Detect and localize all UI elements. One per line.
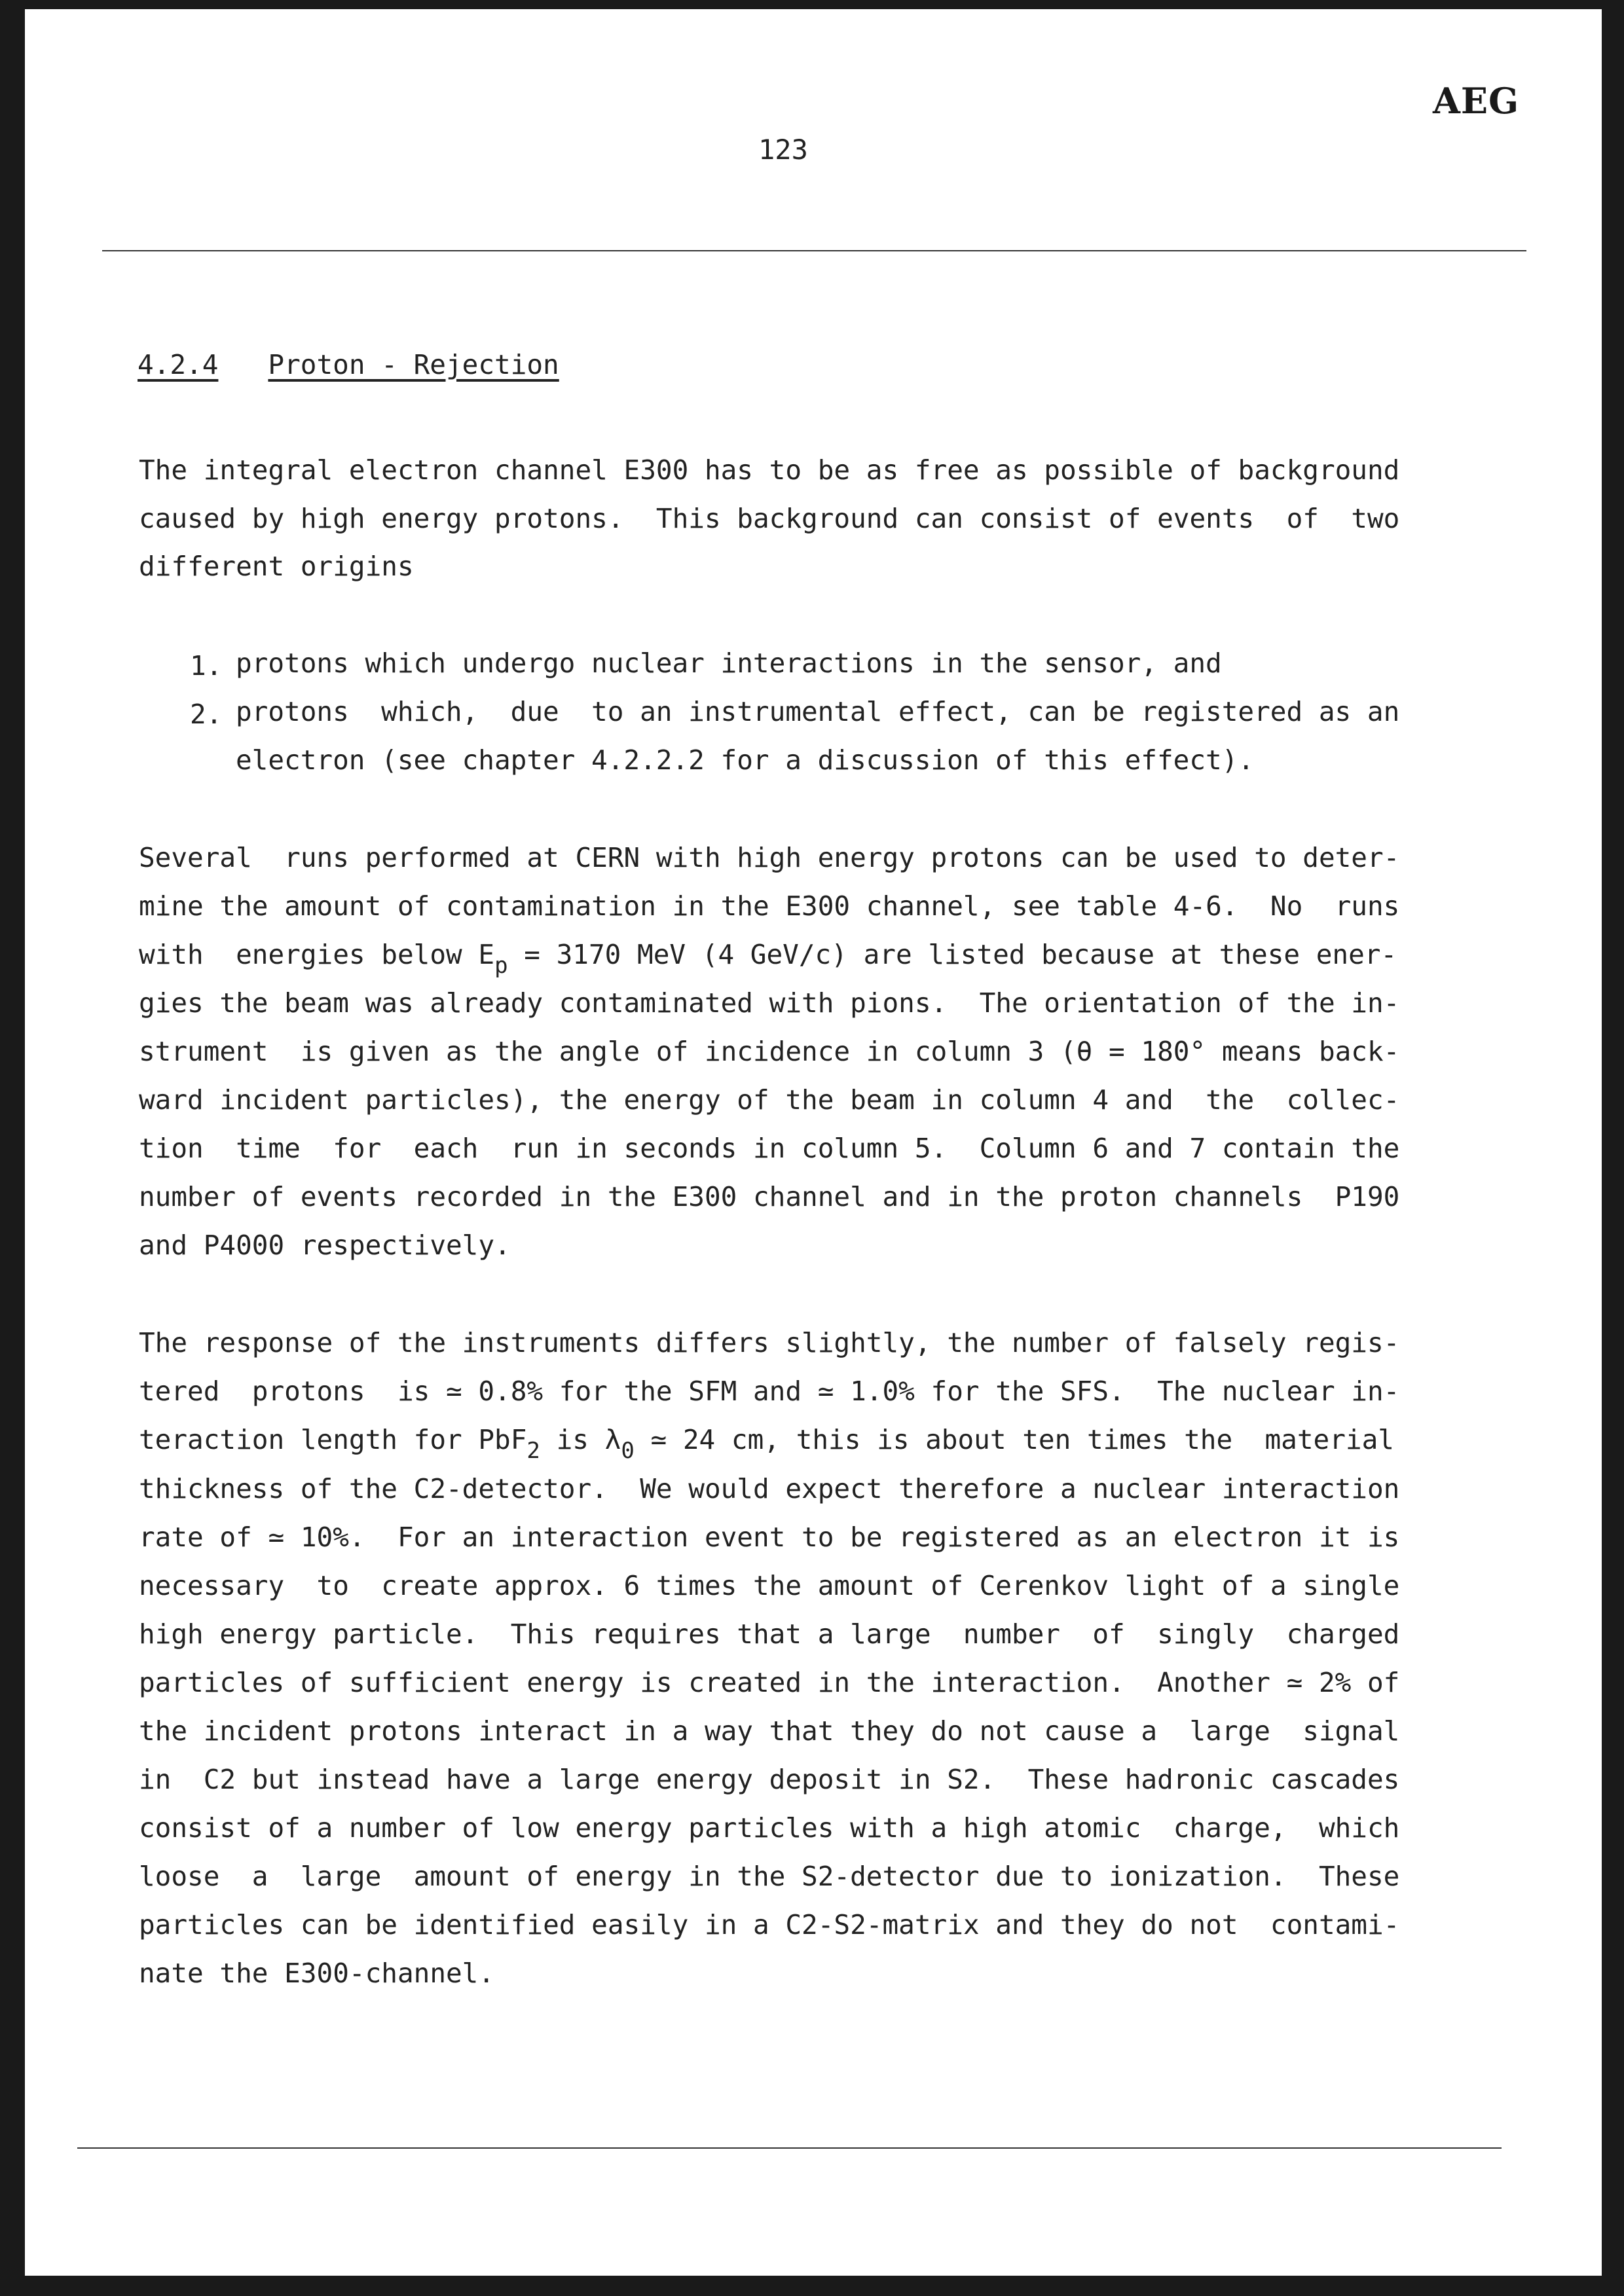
section-number: 4.2.4 <box>138 349 219 380</box>
paragraph-line: tered protons is ≃ 0.8% for the SFM and ≃ 1.0% for the SFS. The nuclear in- <box>139 1376 1400 1407</box>
header-rule <box>102 250 1526 251</box>
page-number: 123 <box>758 134 808 166</box>
paragraph-line: the incident protons interact in a way that they do not cause a large signal <box>139 1715 1400 1747</box>
paragraph-line: consist of a number of low energy particles with a high atomic charge, which <box>139 1812 1400 1844</box>
paragraph-line: number of events recorded in the E300 channel and in the proton channels P190 <box>139 1181 1400 1212</box>
paragraph-line: in C2 but instead have a large energy deposit in S2. These hadronic cascades <box>139 1764 1400 1795</box>
paragraph-line: teraction length for PbF$_2$ is $\lambda_0$ ≃ 24 cm, this is about ten times the material <box>139 1424 1394 1464</box>
list-item-number: 2. <box>190 699 223 730</box>
list-item-number: 1. <box>190 650 223 682</box>
paragraph-line: The response of the instruments differs slightly, the number of falsely regis- <box>139 1327 1400 1358</box>
paragraph-line: high energy particle. This requires that a large number of singly charged <box>139 1618 1400 1650</box>
paragraph-line: with energies below $E_p = 3170$ MeV (4 GeV/c) are listed because at these ener- <box>139 939 1397 979</box>
section-heading <box>138 349 559 380</box>
paragraph-line: different origins <box>139 551 414 582</box>
paragraph-line: Several runs performed at CERN with high energy protons can be used to deter- <box>139 842 1400 873</box>
company-logo: AEG <box>1433 80 1520 122</box>
paragraph-line: rate of ≃ 10%. For an interaction event to be registered as an electron it is <box>139 1522 1400 1553</box>
paragraph-line: ward incident particles), the energy of the beam in column 4 and the collec- <box>139 1084 1400 1116</box>
paragraph-line: gies the beam was already contaminated with pions. The orientation of the in- <box>139 987 1400 1019</box>
section-title: Proton - Rejection <box>268 349 559 380</box>
footer-rule <box>77 2147 1502 2149</box>
paragraph-line: loose a large amount of energy in the S2-detector due to ionization. These <box>139 1861 1400 1892</box>
paragraph-line: particles of sufficient energy is created in the interaction. Another ≃ 2% of <box>139 1667 1400 1698</box>
list-item: protons which, due to an instrumental effect, can be registered as an <box>236 696 1400 727</box>
paragraph-line: particles can be identified easily in a C2-S2-matrix and they do not contami- <box>139 1909 1400 1941</box>
paragraph-line: mine the amount of contamination in the E300 channel, see table 4-6. No runs <box>139 890 1400 922</box>
paragraph-line: The integral electron channel E300 has to be as free as possible of background <box>139 454 1400 486</box>
list-item-continuation: electron (see chapter 4.2.2.2 for a discussion of this effect). <box>236 744 1255 776</box>
paragraph-line: thickness of the C2-detector. We would expect therefore a nuclear interaction <box>139 1473 1400 1504</box>
paragraph-line: strument is given as the angle of incidence in column 3 (θ = 180° means back- <box>139 1036 1400 1067</box>
paragraph-line: tion time for each run in seconds in column 5. Column 6 and 7 contain the <box>139 1133 1400 1164</box>
paragraph-line: and P4000 respectively. <box>139 1230 511 1261</box>
list-item: protons which undergo nuclear interactions in the sensor, and <box>236 647 1222 679</box>
paragraph-line: caused by high energy protons. This background can consist of events of two <box>139 503 1400 534</box>
paragraph-line: necessary to create approx. 6 times the amount of Cerenkov light of a single <box>139 1570 1400 1601</box>
paragraph-line: nate the E300-channel. <box>139 1958 495 1989</box>
